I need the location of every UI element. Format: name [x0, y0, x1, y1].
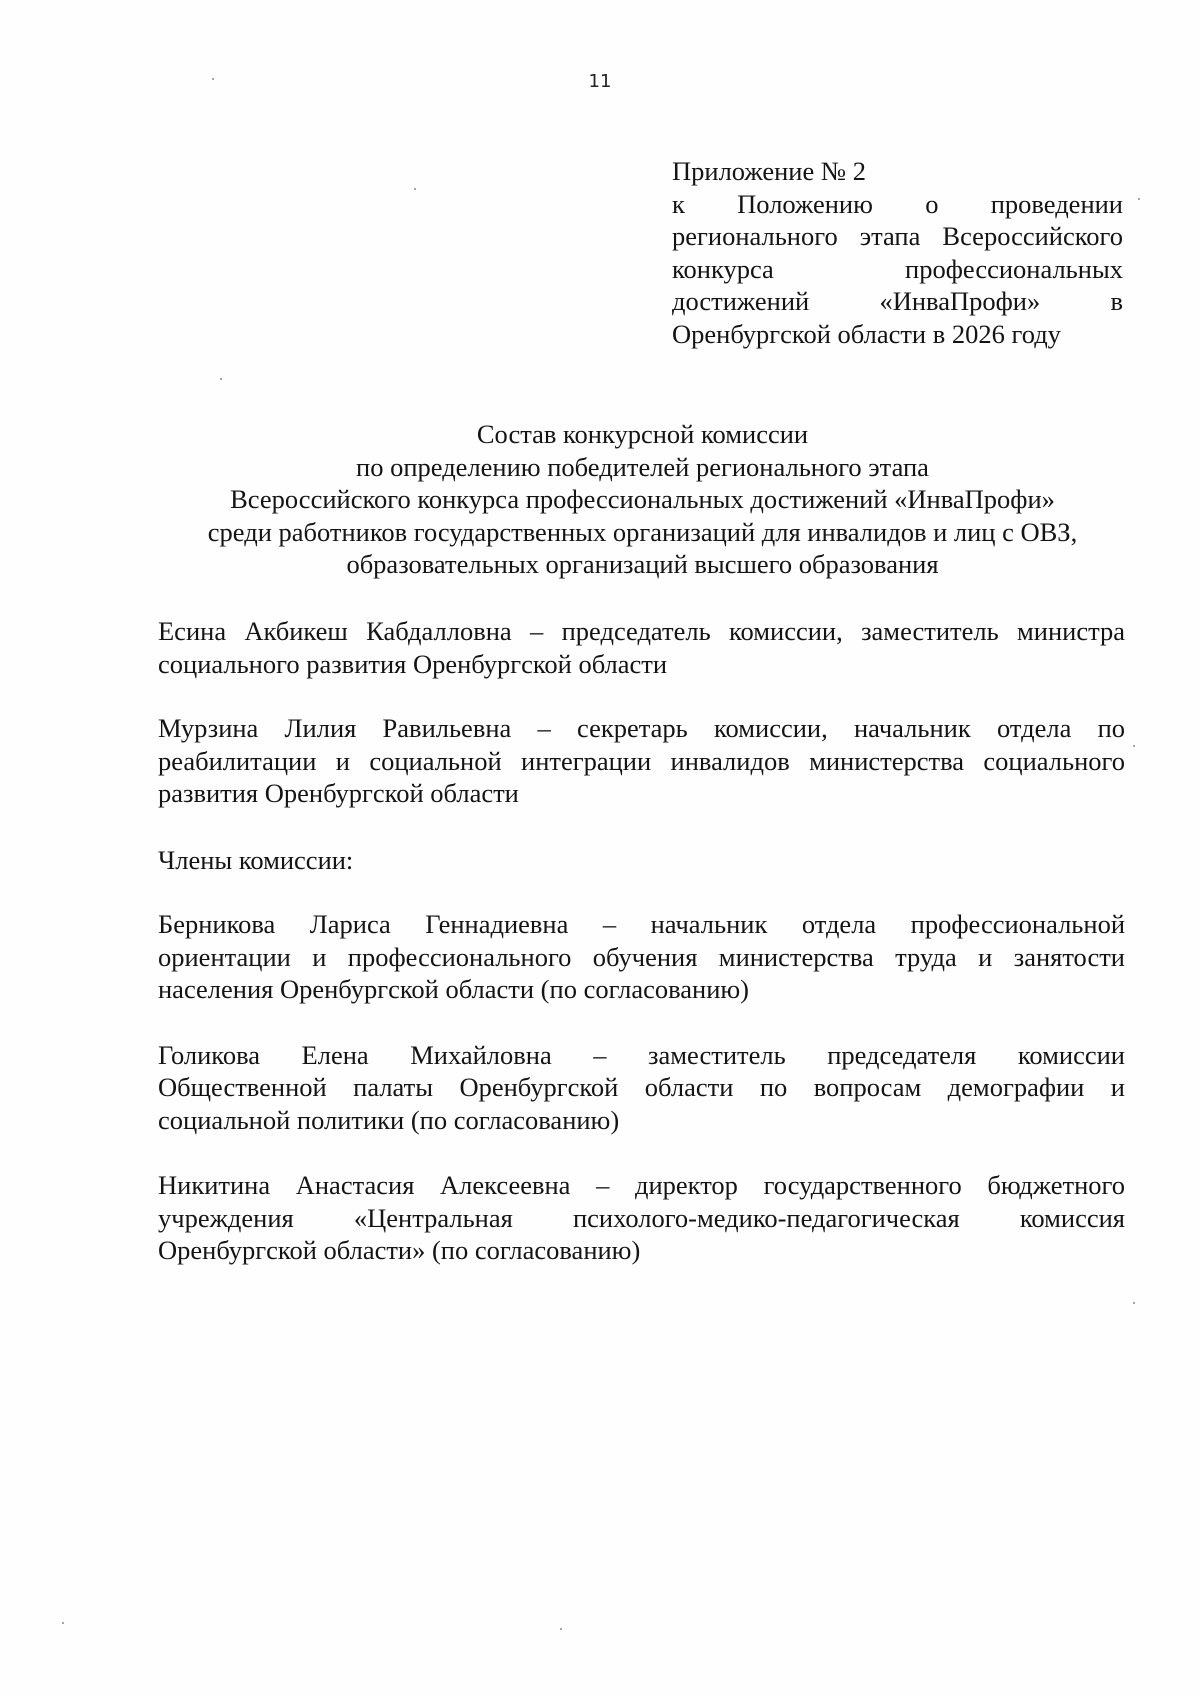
secretary-entry: [158, 712, 1125, 810]
scan-speck: [1133, 745, 1135, 747]
commission-list: [158, 615, 1125, 1267]
scan-speck: [212, 78, 214, 80]
entry-line: Оренбургской области» (по согласованию): [158, 1235, 641, 1265]
appendix-line: Оренбургской области в 2026 году: [672, 318, 1061, 349]
scan-speck: [1138, 198, 1140, 200]
title-line: по определению победителей регионального этапа: [356, 451, 929, 482]
scan-speck: [220, 378, 222, 380]
entry-line: Есина Акбикеш Кабдалловна – председатель комиссии, заместитель министра: [158, 616, 1125, 646]
scan-speck: [414, 188, 416, 190]
appendix-line: достижений «ИнваПрофи» в: [672, 286, 1123, 316]
title-line: среди работников государственных организаций для инвалидов и лиц с ОВЗ,: [207, 516, 1078, 547]
page-number: 11: [588, 71, 612, 92]
member-entry: [158, 1039, 1125, 1137]
entry-line: Общественной палаты Оренбургской области по вопросам демографии и: [158, 1072, 1125, 1102]
chair-entry: [158, 615, 1125, 680]
entry-line: Голикова Елена Михайловна – заместитель председателя комиссии: [158, 1039, 1125, 1070]
appendix-line: к Положению о проведении: [672, 188, 1123, 219]
appendix-header: [672, 155, 1123, 350]
appendix-line: Приложение № 2: [672, 156, 867, 186]
title-line: Состав конкурсной комиссии: [476, 419, 809, 449]
scan-speck: [62, 1622, 64, 1624]
title-line: образовательных организаций высшего образования: [346, 549, 939, 580]
member-entry: [158, 1169, 1125, 1267]
entry-line: реабилитации и социальной интеграции инвалидов министерства социального: [158, 745, 1125, 776]
member-entry: [158, 908, 1125, 1006]
entry-line: ориентации и профессионального обучения министерства труда и занятости: [158, 941, 1125, 972]
members-heading: [158, 844, 1125, 877]
entry-line: учреждения «Центральная психолого-медико-педагогическая комиссия: [158, 1202, 1125, 1233]
entry-line: Берникова Лариса Геннадиевна – начальник отдела профессиональной: [158, 909, 1125, 939]
appendix-line: конкурса профессиональных: [672, 253, 1123, 284]
entry-line: Мурзина Лилия Равильевна – секретарь комиссии, начальник отдела по: [158, 713, 1125, 743]
entry-line: населения Оренбургской области (по согласованию): [158, 974, 750, 1004]
entry-line: развития Оренбургской области: [158, 778, 519, 808]
scan-speck: [560, 1628, 562, 1630]
entry-line: Никитина Анастасия Алексеевна – директор государственного бюджетного: [158, 1170, 1125, 1200]
document-title: [0, 418, 1200, 581]
members-heading-text: Члены комиссии:: [158, 844, 354, 875]
entry-line: социальной политики (по согласованию): [158, 1104, 620, 1135]
appendix-line: регионального этапа Всероссийского: [672, 221, 1123, 251]
scan-speck: [1133, 1302, 1135, 1304]
entry-line: социального развития Оренбургской области: [158, 648, 668, 679]
title-line: Всероссийского конкурса профессиональных достижений «ИнваПрофи»: [230, 484, 1055, 515]
